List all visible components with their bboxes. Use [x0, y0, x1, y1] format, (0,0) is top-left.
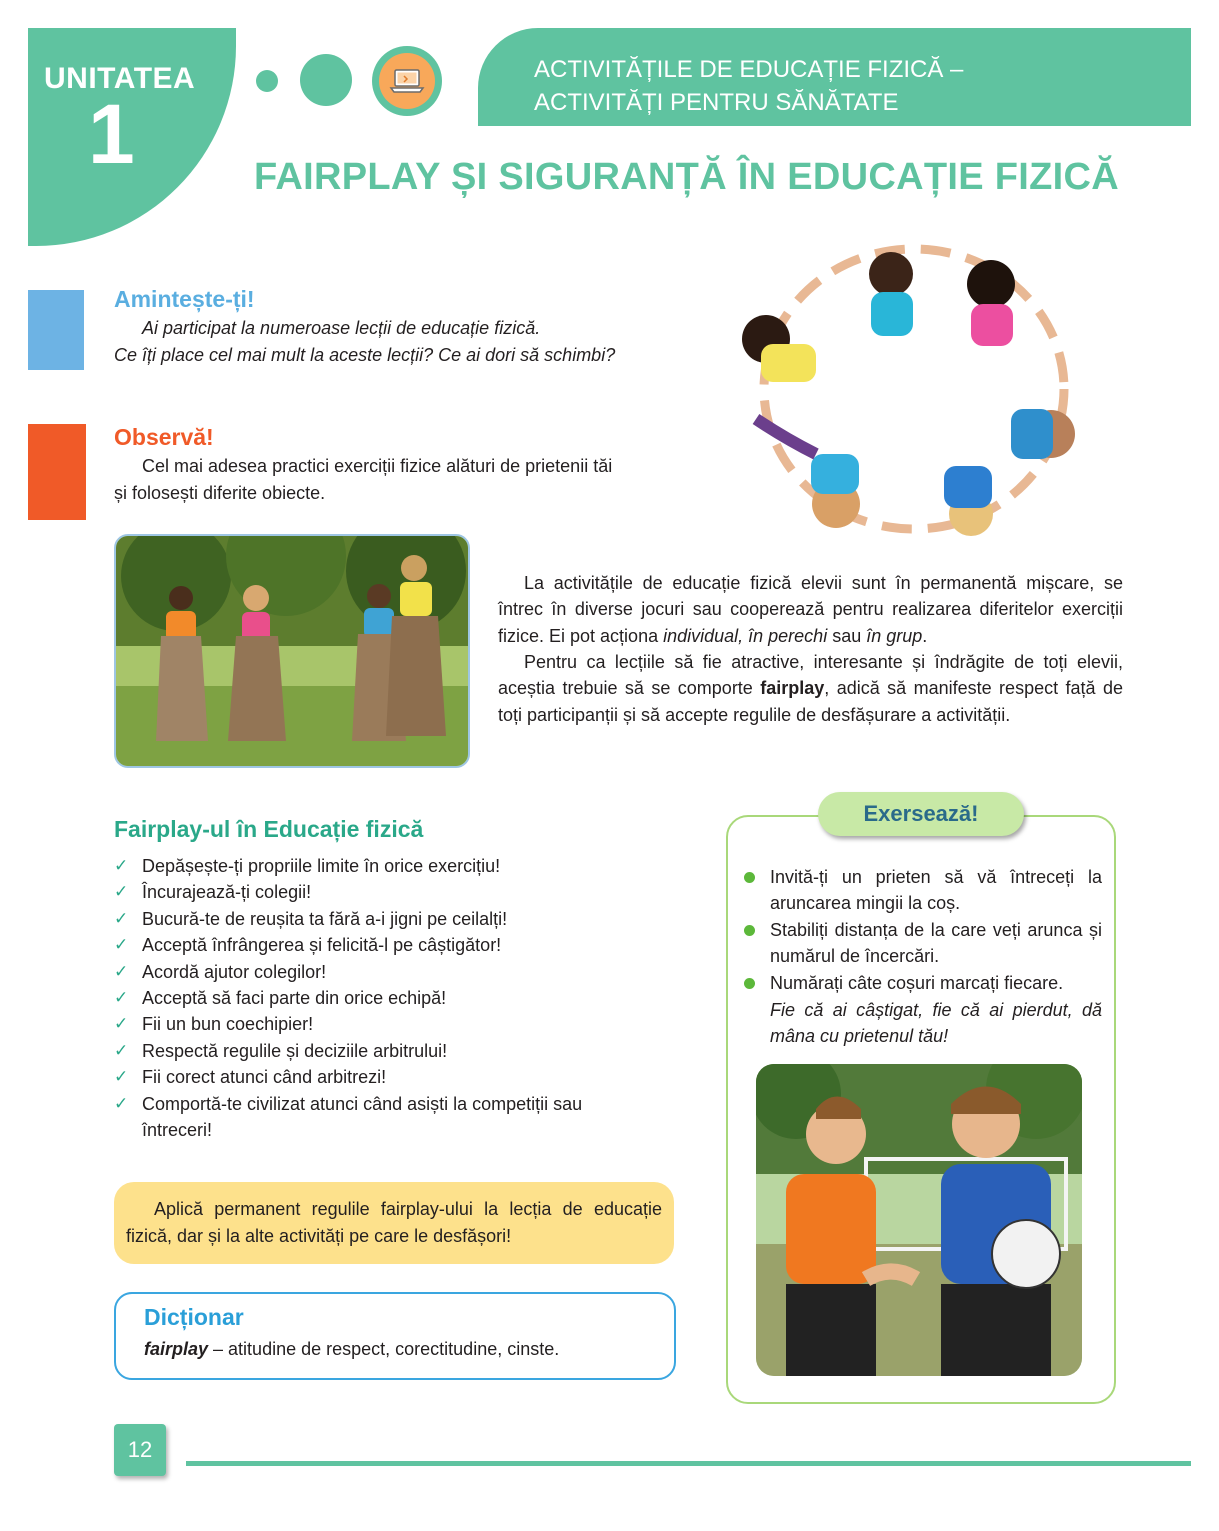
header-unit-title-line1: ACTIVITĂȚILE DE EDUCAȚIE FIZICĂ –	[534, 56, 964, 83]
decorative-dot-small	[256, 70, 278, 92]
list-item: ✓ Fii corect atunci când arbitrezi!	[114, 1064, 654, 1090]
header-unit-title-line2: ACTIVITĂȚI PENTRU SĂNĂTATE	[534, 89, 899, 116]
unit-label: UNITATEA	[44, 62, 196, 95]
unit-number: 1	[88, 87, 135, 181]
fairplay-rules-list	[114, 853, 654, 1143]
observe-text-line2: și folosești diferite obiecte.	[114, 483, 326, 503]
intro-paragraph-2	[498, 649, 1123, 728]
bullet-icon	[744, 872, 755, 883]
checkmark-icon: ✓	[114, 1014, 129, 1034]
intro-paragraph-1	[498, 570, 1123, 649]
page-number: 12	[114, 1424, 166, 1476]
checkmark-icon: ✓	[114, 1093, 129, 1113]
sack-race-photo	[114, 534, 470, 768]
page-title: FAIRPLAY ȘI SIGURANȚĂ ÎN EDUCAȚIE FIZICĂ	[254, 156, 1119, 198]
observe-text-line1: Cel mai adesea practici exerciții fizice alături de prietenii tăi	[142, 456, 613, 476]
paragraph1-text-a: La activitățile de educație fizică elevii sunt în permanentă mișcare, se întrec în diverse jocuri sau cooperează pentru realizarea diferitelor exerciții fizice. Ei pot acționa	[498, 573, 1123, 646]
kids-holding-hands-photo	[716, 204, 1112, 562]
list-item: ✓ Acceptă să faci parte din orice echipă!	[114, 985, 654, 1011]
exercise-item: Stabiliți distanța de la care veți arunca și numărul de încercări.	[770, 920, 1102, 967]
paragraph1-text-c: sau	[827, 625, 867, 646]
remember-heading: Amintește-ți!	[114, 286, 255, 312]
remember-side-bar	[28, 290, 84, 370]
bullet-icon	[744, 978, 755, 989]
apply-rules-text: Aplică permanent regulile fairplay-ului la lecția de educație fizică, dar și la alte activități pe care le desfășori!	[126, 1199, 662, 1246]
fairplay-heading: Fairplay-ul în Educație fizică	[114, 816, 424, 842]
handshake-photo	[756, 1064, 1082, 1376]
list-item: ✓ Acceptă înfrângerea și felicită-l pe câștigător!	[114, 932, 654, 958]
dictionary-term: fairplay	[144, 1339, 209, 1359]
dictionary-box	[114, 1292, 676, 1380]
paragraph1-text-d: în grup	[866, 625, 923, 646]
paragraph2-text-a: Pentru ca lecțiile să fie atractive, interesante și îndrăgite de toți elevii, aceștia trebuie să se comporte	[498, 652, 1123, 699]
checkmark-icon: ✓	[114, 856, 129, 875]
checkmark-icon: ✓	[114, 1040, 129, 1060]
remember-text-line1: Ai participat la numeroase lecții de educație fizică.	[142, 318, 541, 338]
exercise-heading: Exersează!	[818, 792, 1024, 836]
footer-divider	[186, 1461, 1191, 1466]
list-item: ✓ Respectă regulile și deciziile arbitrului!	[114, 1038, 654, 1064]
checkmark-icon: ✓	[114, 1067, 129, 1087]
observe-heading: Observă!	[114, 424, 214, 450]
checkmark-icon: ✓	[114, 988, 129, 1008]
observe-side-bar	[28, 424, 86, 520]
dictionary-entry	[144, 1339, 559, 1360]
apply-rules-callout	[114, 1182, 674, 1264]
checkmark-icon: ✓	[114, 935, 129, 955]
decorative-dot-large	[300, 54, 352, 106]
laptop-icon	[379, 53, 435, 109]
list-item: ✓ Încurajează-ți colegii!	[114, 879, 654, 905]
dictionary-heading: Dicționar	[144, 1304, 244, 1330]
paragraph2-text-c: , adică să manifeste respect față de toți participanții și să accepte regulile de desfășurare a activității.	[498, 678, 1123, 725]
list-item: ✓ Bucură-te de reușita ta fără a-i jigni pe ceilalți!	[114, 906, 654, 932]
remember-text-line2: Ce îți place cel mai mult la aceste lecții? Ce ai dori să schimbi?	[114, 345, 616, 365]
checkmark-icon: ✓	[114, 882, 129, 902]
exercise-item: Invită-ți un prieten să vă întreceți la aruncarea mingii la coș.	[770, 867, 1102, 914]
checkmark-icon: ✓	[114, 961, 129, 981]
paragraph1-text-e: .	[922, 625, 928, 646]
paragraph2-text-b: fairplay	[760, 678, 825, 699]
list-item: ✓ Comportă-te civilizat atunci când asiști la competiții sau întreceri!	[114, 1091, 632, 1144]
laptop-icon-badge	[372, 46, 442, 116]
exercise-item: Numărați câte coșuri marcați fiecare.	[770, 973, 1064, 993]
paragraph1-text-b: individual, în perechi	[663, 625, 828, 646]
list-item: ✓ Fii un bun coechipier!	[114, 1011, 654, 1037]
bullet-icon	[744, 925, 755, 936]
list-item: ✓ Depășește-ți propriile limite în orice exercițiu!	[114, 853, 654, 879]
checkmark-icon: ✓	[114, 908, 129, 928]
exercise-note: Fie că ai câștigat, fie că ai pierdut, dă mâna cu prietenul tău!	[770, 1000, 1102, 1047]
list-item: ✓ Acordă ajutor colegilor!	[114, 959, 654, 985]
dictionary-definition: – atitudine de respect, corectitudine, cinste.	[208, 1339, 560, 1359]
